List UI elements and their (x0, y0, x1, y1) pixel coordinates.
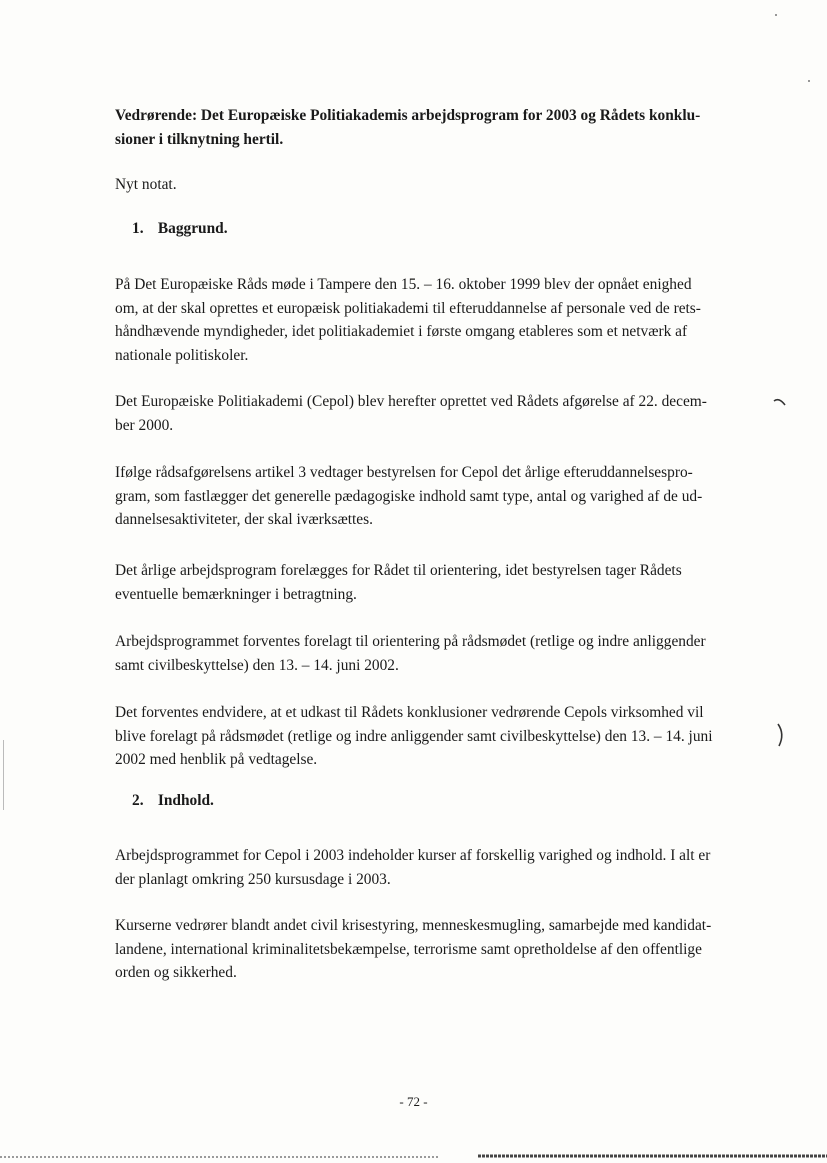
scan-mark-icon (776, 722, 786, 748)
scan-dot (775, 14, 777, 16)
paragraph: Det forventes endvidere, at et udkast til Rådets konklusioner vedrørende Cepols virksomhed vil blive forelagt på rådsmødet (retlige og indre anliggender samt civilbeskyttelse) den 13. – 14. juni 2002 med henblik på vedtagelse. (115, 704, 713, 768)
note-text: Nyt notat. (115, 176, 177, 193)
section-title: Baggrund. (157, 220, 228, 237)
document-title (115, 104, 765, 151)
title-line: sioner i tilknytning hertil. (115, 130, 284, 148)
paragraph: Arbejdsprogrammet for Cepol i 2003 indeholder kurser af forskellig varighed og indhold. I alt er der planlagt omkring 250 kursusdage i 2003. (115, 847, 711, 888)
paragraph: Ifølge rådsafgørelsens artikel 3 vedtager bestyrelsen for Cepol det årlige efteruddannelsespro- gram, som fastlægger det generelle pædagogiske indhold samt type, antal og varighed af de ud- dannelsesaktiviteter, der skal iværksættes. (115, 464, 703, 528)
section-number: 2. (132, 792, 144, 809)
page-number: - 72 - (399, 1094, 428, 1109)
section-heading-baggrund (132, 220, 228, 238)
scan-bottom-edge (0, 1151, 827, 1163)
scan-dot (808, 80, 810, 82)
scan-mark-icon (773, 398, 787, 408)
paragraph: Arbejdsprogrammet forventes forelagt til orientering på rådsmødet (retlige og indre anliggender samt civilbeskyttelse) den 13. – 14. juni 2002. (115, 633, 706, 674)
paragraph: Det Europæiske Politiakademi (Cepol) blev herefter oprettet ved Rådets afgørelse af 22. decem- ber 2000. (115, 393, 707, 434)
section-number: 1. (132, 220, 144, 237)
scan-edge-line (3, 740, 4, 810)
paragraph: Det årlige arbejdsprogram forelægges for Rådet til orientering, idet bestyrelsen tager Rådets eventuelle bemærkninger i betragtning. (115, 562, 682, 603)
title-line: Vedrørende: Det Europæiske Politiakademis arbejdsprogram for 2003 og Rådets konklu- (115, 107, 701, 124)
section-title: Indhold. (157, 792, 214, 809)
paragraph: Kurserne vedrører blandt andet civil krisestyring, menneskesmugling, samarbejde med kandidat- landene, international kriminalitetsbekæmpelse, terrorisme samt opretholdelse af den offentlige orden og sikkerhed. (115, 917, 712, 981)
section-heading-indhold (132, 792, 214, 810)
paragraph: På Det Europæiske Råds møde i Tampere den 15. – 16. oktober 1999 blev der opnået enighed om, at der skal oprettes et europæisk politiakademi til efteruddannelse af personale ved de rets- håndhævende myndigheder, idet politiakademiet i første omgang etableres som et netværk af nationale politiskoler. (115, 276, 701, 364)
